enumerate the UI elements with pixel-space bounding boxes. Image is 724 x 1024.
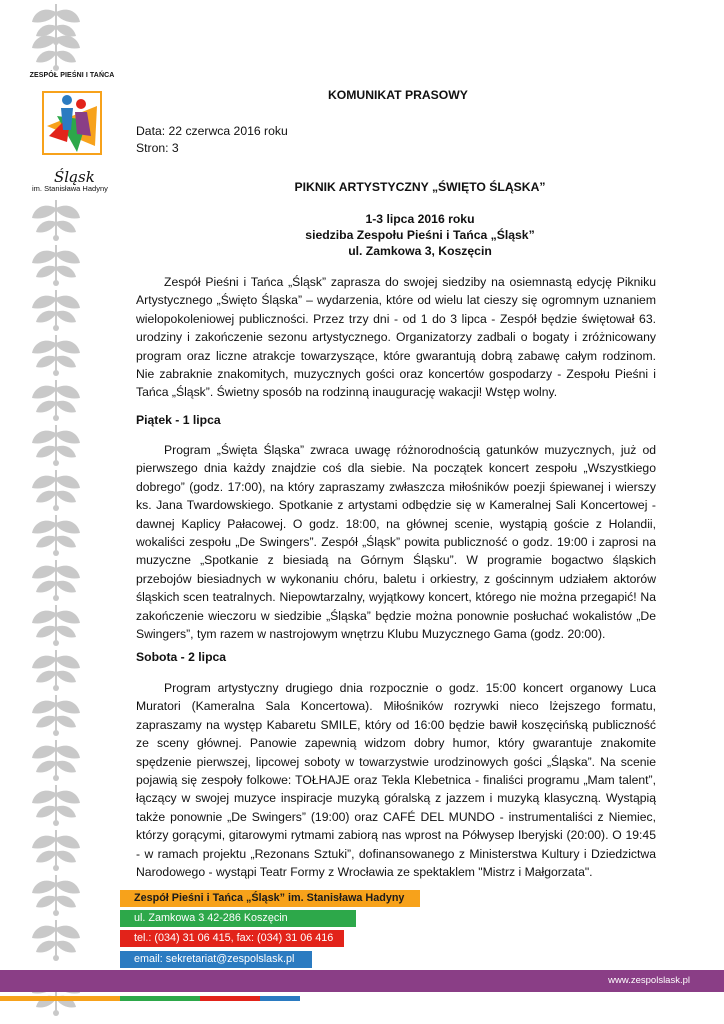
intro-text: Zespół Pieśni i Tańca „Śląsk” zaprasza do swojej siedziby na osiemnastą edycję Pikniku Artystycznego „Święto Śląska” – wydarzenia, które od wielu lat cieszy się ogromnym uznaniem wielopokoleniowej publiczności. Przez trzy dni - od 1 do 3 lipca - Zespół będzie świętował 63. urodziny i zakończenie sezonu artystycznego. Organizatorzy zadbali o bogaty i zróżnicowany program oraz liczne atrakcje towarzyszące, które gwarantują dobrą zabawę całym rodzinom. Nie zabraknie znakomitych, muzycznych gości oraz koncertów gospodarzy - Zespołu Pieśni i Tańca „Śląsk”. Świetny sposób na rodzinną inaugurację wakacji! Wstęp wolny. [136, 275, 656, 400]
event-title: PIKNIK ARTYSTYCZNY „ŚWIĘTO ŚLĄSKA” [294, 180, 546, 194]
saturday-heading: Sobota - 2 lipca [136, 650, 227, 664]
footer-address-band: ul. Zamkowa 3 42-286 Koszęcin [120, 910, 356, 927]
page-count: Stron: 3 [136, 141, 179, 155]
footer-stripe-green [120, 996, 200, 1001]
friday-paragraph [136, 441, 656, 643]
footer-stripe-orange [0, 996, 120, 1001]
intro-paragraph [136, 273, 656, 402]
footer-name-band: Zespół Pieśni i Tańca „Śląsk” im. Stanisława Hadyny [120, 890, 420, 907]
document-title: KOMUNIKAT PRASOWY [328, 88, 468, 102]
logo-subtitle: im. Stanisława Hadyny [32, 184, 108, 193]
document-date: Data: 22 czerwca 2016 roku [136, 124, 288, 138]
event-address: ul. Zamkowa 3, Koszęcin [348, 244, 492, 258]
event-venue: siedziba Zespołu Pieśni i Tańca „Śląsk” [305, 228, 535, 242]
footer-website-link[interactable]: www.zespolslask.pl [608, 975, 690, 986]
event-dates: 1-3 lipca 2016 roku [365, 212, 475, 226]
footer-stripe-blue [260, 996, 300, 1001]
footer-email-link[interactable]: email: sekretariat@zespolslask.pl [120, 951, 312, 968]
dancers-logo-icon [37, 86, 107, 164]
saturday-text: Program artystyczny drugiego dnia rozpocznie o godz. 15:00 koncert organowy Luca Muratori (Kameralna Sala Koncertowa). Miłośników rozrywki nieco lżejszego formatu, zapraszamy na występ Kabaretu SMILE, który od 16:00 będzie bawił koszęcińską publiczność ze sceny głównej. Panowie zapewnią widzom dobry humor, który gwarantuje znakomite spędzenie pierwszej, lipcowej soboty w towarzystwie urodzinowych gości „Śląska”. Na scenie pojawią się zespoły folkowe: TOŁHAJE oraz Tekla Klebetnica - finaliści programu „Mam talent”, łączący w swojej muzyce inspiracje muzyką góralską z jazzem i muzyką klasyczną. Wystąpią także ponownie „De Swingers” (19:00) oraz CAFÉ DEL MUNDO - instrumentaliści z Niemiec, którzy gorącymi, gitarowymi rytmami zabiorą nas wprost na Półwysep Iberyjski (20:00). O 19:45 - w ramach projektu „Rezonans Sztuki”, dofinansowanego z Ministerstwa Kultury i Dziedzictwa Narodowego - wystąpi Teatr Formy z Wrocławia ze spektaklem "Mistrz i Małgorzata". [136, 681, 656, 880]
friday-heading: Piątek - 1 lipca [136, 413, 221, 427]
friday-text: Program „Święta Śląska” zwraca uwagę różnorodnością gatunków muzycznych, już od pierwszego dnia każdy znajdzie coś dla siebie. Na początek koncert zespołu „Wszystkiego dobrego” (godz. 17:00), na który zapraszamy zwłaszcza miłośników poezji śpiewanej i wierszy ks. Jana Twardowskiego. Spotkanie z artystami odbędzie się w Kameralnej Sali Koncertowej - dawnej Kaplicy Pałacowej. O godz. 18:00, na głównej scenie, wystąpią goście z Holandii, wokaliści zespołu „De Swingers”. Zespół „Śląsk” powita publiczność o godz. 19:00 i zaprosi na muzyczne „Spotkanie z biesiadą na Górnym Śląsku”. W programie bogactwo śląskich przebojów biesiadnych w wykonaniu chóru, baletu i orkiestry, z gościnnym udziałem aktorów śląskich scen teatralnych. Niepowtarzalny, wyjątkowy koncert, którego nie można przegapić! Na zakończenie wieczoru w siedzibie „Śląska” będzie można ponownie posłuchać wokalistów „De Swingers”, tym razem w nastrojowym wnętrzu Klubu Muzycznego Gama (godz. 20:00). [136, 443, 656, 642]
logo-org-name: ZESPÓŁ PIEŚNI I TAŃCA [29, 72, 115, 79]
saturday-paragraph [136, 679, 656, 881]
footer-stripe-red [200, 996, 260, 1001]
ensemble-logo [22, 72, 122, 197]
footer-phone-band: tel.: (034) 31 06 415, fax: (034) 31 06 416 [120, 930, 344, 947]
logo-script-name: Śląsk [54, 168, 95, 186]
